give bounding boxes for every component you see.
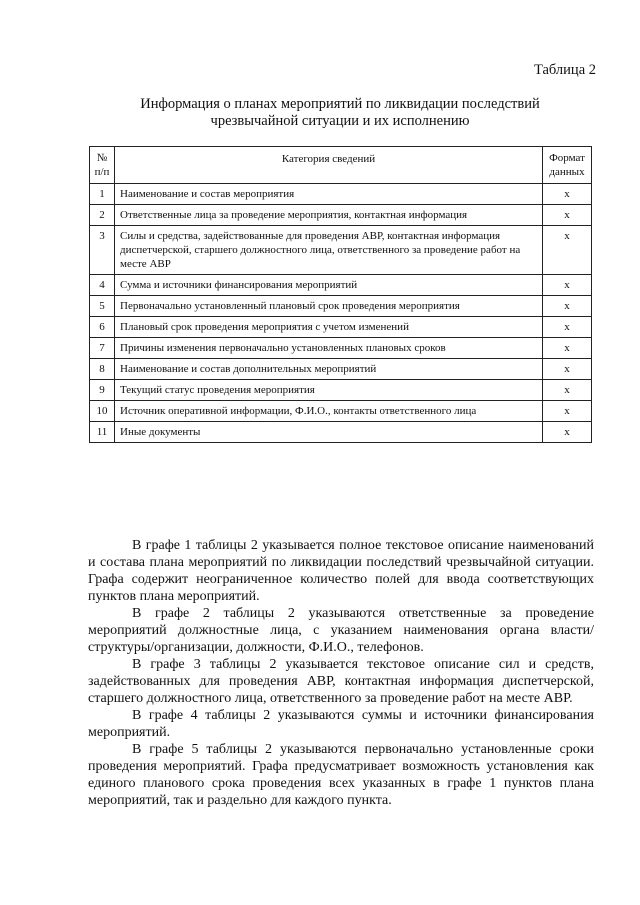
table-label: Таблица 2 [533, 62, 596, 78]
document-title [90, 96, 590, 130]
row-format: x [543, 317, 592, 338]
row-format: x [543, 296, 592, 317]
info-table [89, 146, 592, 443]
row-category: Источник оперативной информации, Ф.И.О., контакты ответственного лица [115, 401, 543, 422]
table-row [90, 422, 592, 443]
row-num: 4 [90, 275, 115, 296]
paragraph-column-4: В графе 4 таблицы 2 указываются суммы и источники финансирования мероприятий. [88, 708, 594, 740]
header-format: Формат данных [543, 147, 592, 184]
row-num: 8 [90, 359, 115, 380]
row-num: 7 [90, 338, 115, 359]
row-num: 1 [90, 184, 115, 205]
table-row [90, 401, 592, 422]
header-category: Категория сведений [115, 147, 543, 184]
paragraph-column-1: В графе 1 таблицы 2 указывается полное текстовое описание наименований и состава плана мероприятий по ликвидации последствий чрезвычайной ситуации. Графа содержит неограниченное количество полей для ввода соответствующих пунктов плана мероприятий. [88, 538, 594, 604]
table-row [90, 338, 592, 359]
row-format: x [543, 422, 592, 443]
table-row [90, 226, 592, 275]
row-format: x [543, 226, 592, 275]
document-title-line-2: чрезвычайной ситуации и их исполнению [210, 113, 470, 129]
header-num: № п/п [90, 147, 115, 184]
row-category: Плановый срок проведения мероприятия с учетом изменений [115, 317, 543, 338]
row-category: Силы и средства, задействованные для проведения АВР, контактная информация диспетчерской, старшего должностного лица, ответственного за проведение работ на месте АВР [115, 226, 543, 275]
table-row [90, 184, 592, 205]
table-row [90, 359, 592, 380]
paragraph-column-3: В графе 3 таблицы 2 указывается текстовое описание сил и средств, задействованных для проведения АВР, контактная информация диспетчерской, старшего должностного лица, ответственного за проведение работ на месте АВР. [88, 657, 594, 706]
table-row [90, 275, 592, 296]
table-row [90, 296, 592, 317]
row-num: 6 [90, 317, 115, 338]
table-row [90, 380, 592, 401]
row-category: Наименование и состав мероприятия [115, 184, 543, 205]
row-format: x [543, 401, 592, 422]
row-num: 2 [90, 205, 115, 226]
row-category: Причины изменения первоначально установленных плановых сроков [115, 338, 543, 359]
row-format: x [543, 359, 592, 380]
row-num: 9 [90, 380, 115, 401]
row-category: Первоначально установленный плановый срок проведения мероприятия [115, 296, 543, 317]
row-num: 3 [90, 226, 115, 275]
row-num: 10 [90, 401, 115, 422]
row-num: 11 [90, 422, 115, 443]
row-format: x [543, 205, 592, 226]
row-format: x [543, 338, 592, 359]
row-category: Иные документы [115, 422, 543, 443]
table-row [90, 205, 592, 226]
document-title-line-1: Информация о планах мероприятий по ликвидации последствий [140, 96, 540, 112]
row-format: x [543, 184, 592, 205]
body-text [88, 537, 594, 809]
paragraph-column-5: В графе 5 таблицы 2 указываются первоначально установленные сроки проведения мероприятий. Графа предусматривает возможность установления как единого планового срока проведения всех указанных в графе 1 пунктов плана мероприятий, так и раздельно для каждого пункта. [88, 742, 594, 808]
table-header-row [90, 147, 592, 184]
table-row [90, 317, 592, 338]
row-category: Наименование и состав дополнительных мероприятий [115, 359, 543, 380]
row-format: x [543, 380, 592, 401]
paragraph-column-2: В графе 2 таблицы 2 указываются ответственные за проведение мероприятий должностные лица, с указанием наименования органа власти/структуры/организации, должности, Ф.И.О., телефонов. [88, 606, 594, 655]
row-num: 5 [90, 296, 115, 317]
row-category: Ответственные лица за проведение мероприятия, контактная информация [115, 205, 543, 226]
row-category: Текущий статус проведения мероприятия [115, 380, 543, 401]
row-category: Сумма и источники финансирования мероприятий [115, 275, 543, 296]
row-format: x [543, 275, 592, 296]
